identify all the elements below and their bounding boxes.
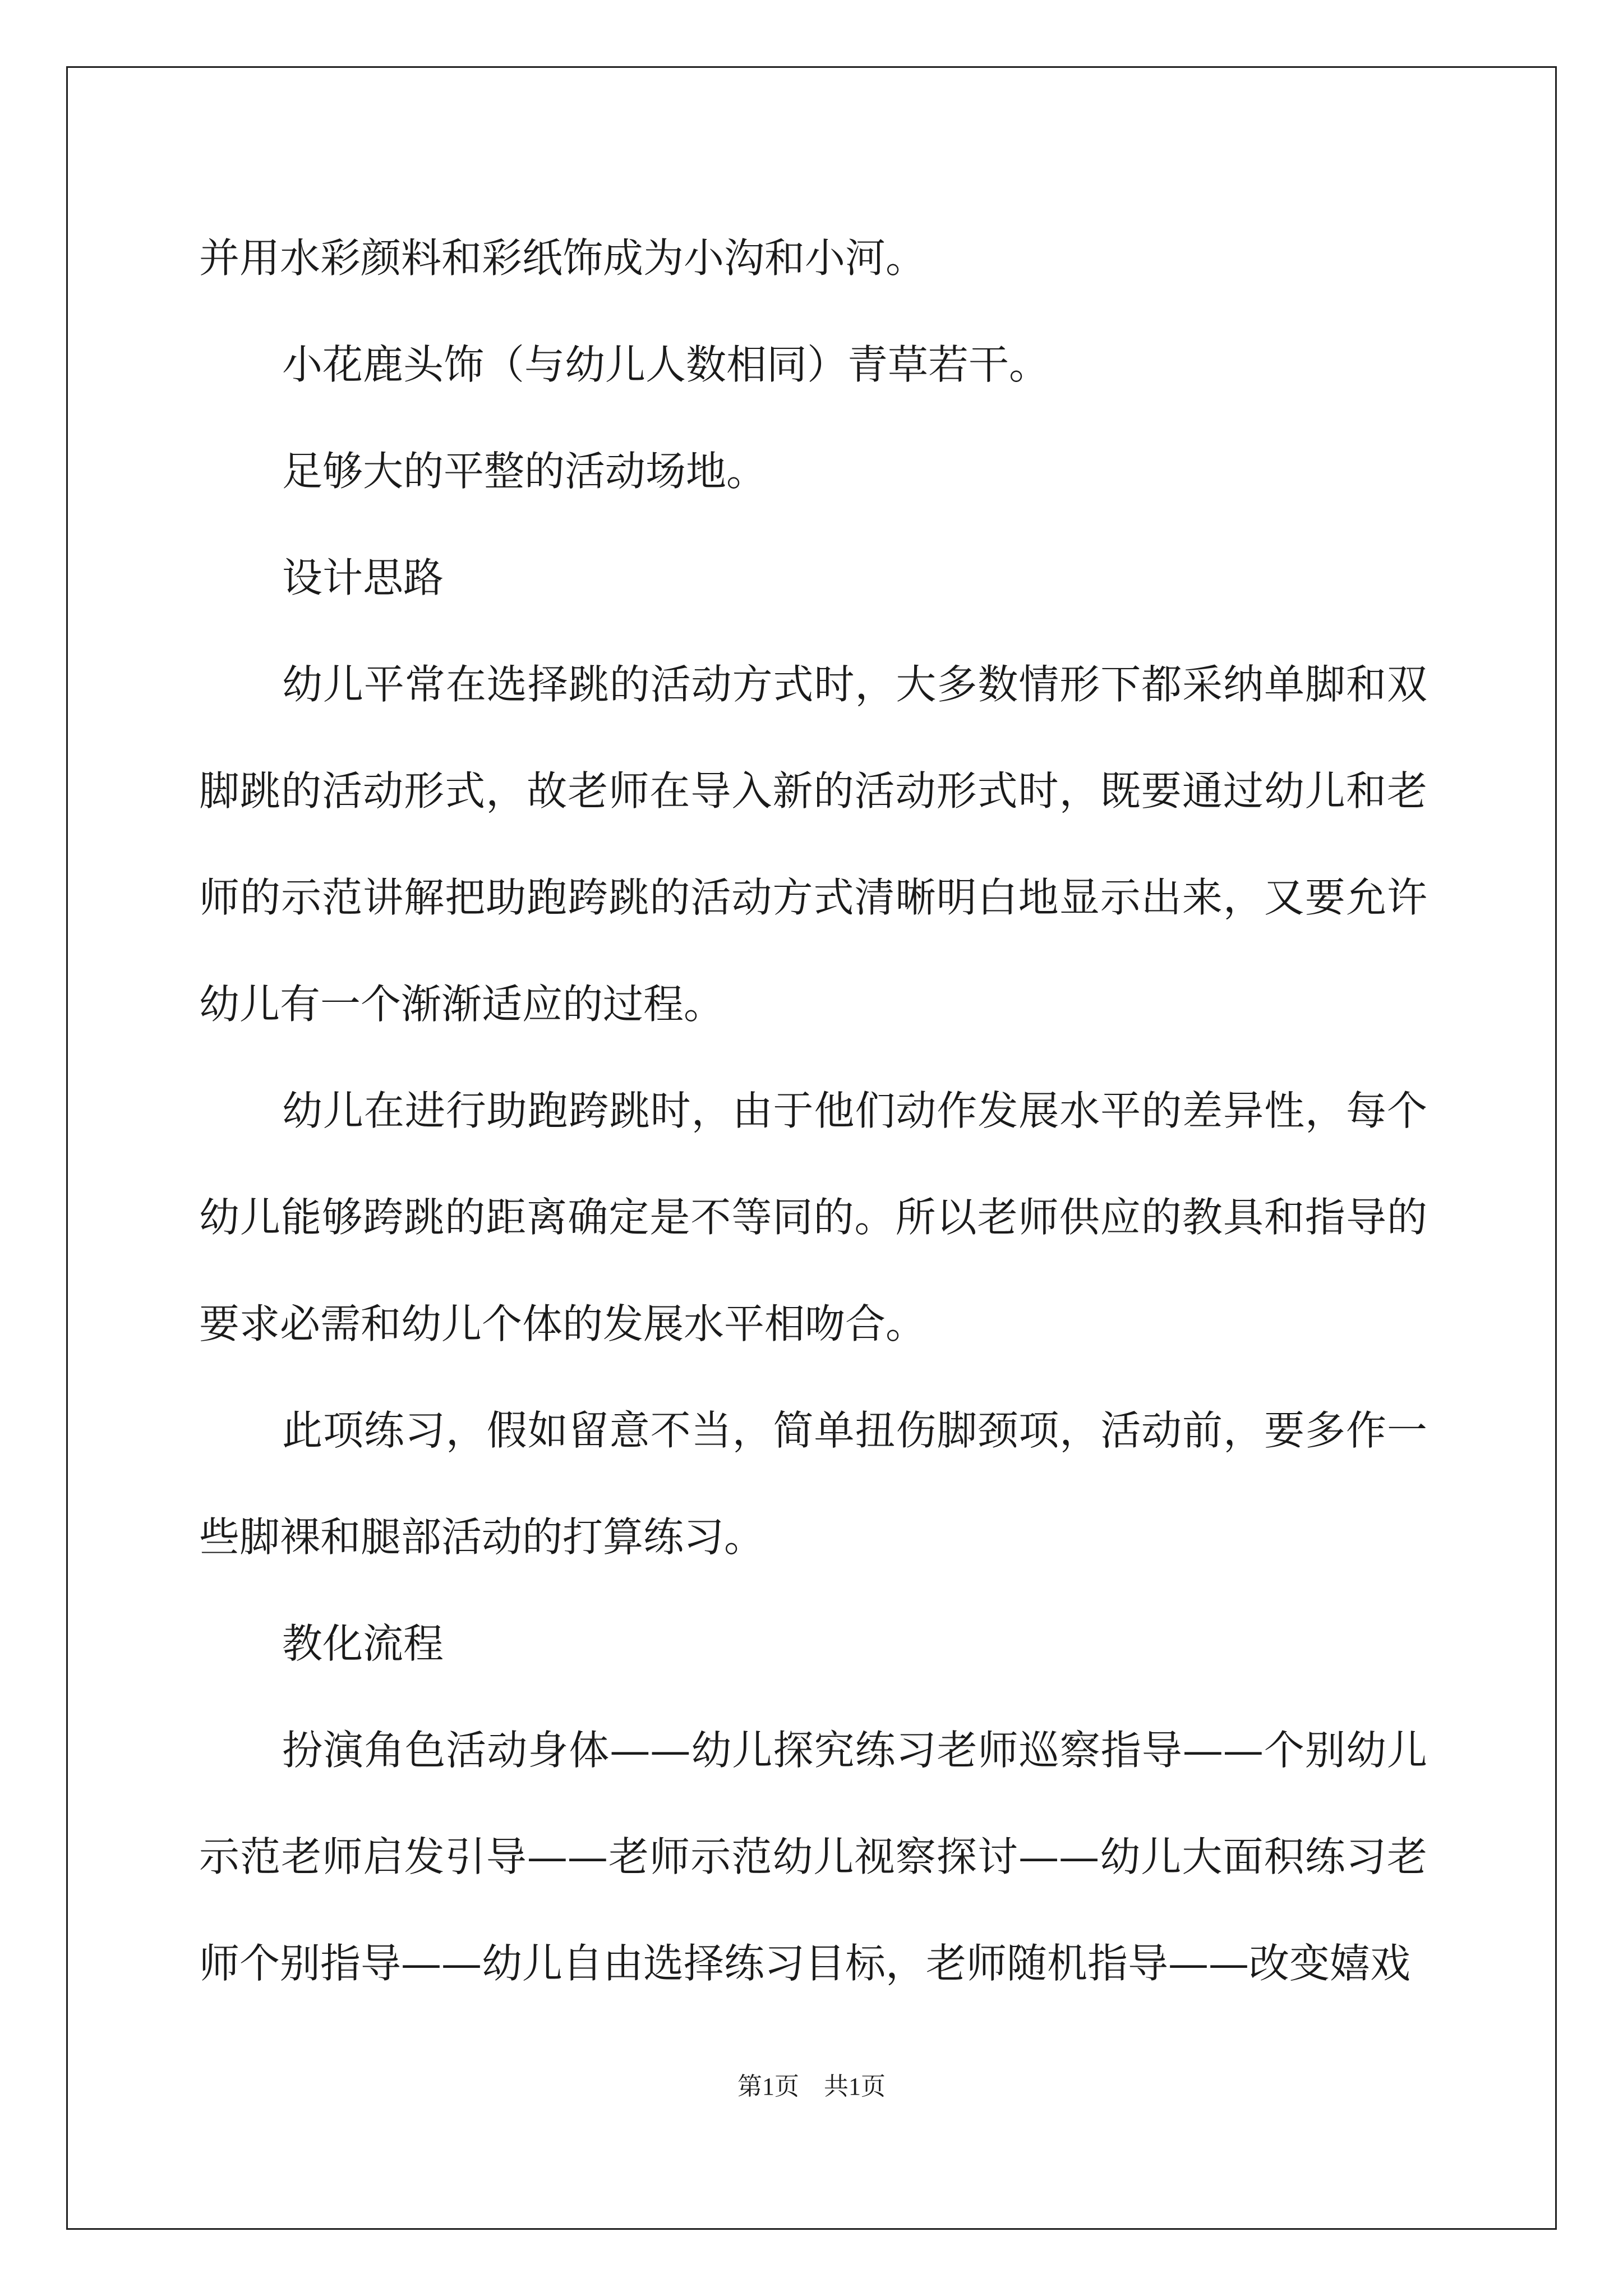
- paragraph: 此项练习，假如留意不当，简单扭伤脚颈项，活动前，要多作一些脚裸和腿部活动的打算练习。: [199, 1407, 1427, 1561]
- paragraph: 扮演角色活动身体——幼儿探究练习老师巡察指导——个别幼儿示范老师启发引导——老师示范幼儿视察探讨——幼儿大面积练习老师个别指导——幼儿自由选择练习目标，老师随机指导——改变嬉戏: [199, 1727, 1427, 1987]
- document-body: [199, 205, 1427, 2017]
- page-number: 第1页: [737, 2073, 799, 2100]
- paragraph: 足够大的平整的活动场地。: [282, 448, 767, 495]
- page-footer: [0, 2070, 1623, 2104]
- paragraph: 幼儿在进行助跑跨跳时，由于他们动作发展水平的差异性，每个幼儿能够跨跳的距离确定是不等同的。所以老师供应的教具和指导的要求必需和幼儿个体的发展水平相吻合。: [199, 1087, 1427, 1347]
- paragraph: 小花鹿头饰（与幼儿人数相同）青草若干。: [282, 341, 1050, 388]
- section-heading: 设计思路: [282, 554, 444, 601]
- page-total: 共1页: [824, 2073, 886, 2100]
- section-heading: 教化流程: [282, 1620, 444, 1667]
- paragraph: 幼儿平常在选择跳的活动方式时，大多数情形下都采纳单脚和双脚跳的活动形式，故老师在导入新的活动形式时，既要通过幼儿和老师的示范讲解把助跑跨跳的活动方式清晰明白地显示出来，又要允许幼儿有一个渐渐适应的过程。: [199, 661, 1427, 1028]
- paragraph: 并用水彩颜料和彩纸饰成为小沟和小河。: [199, 234, 926, 282]
